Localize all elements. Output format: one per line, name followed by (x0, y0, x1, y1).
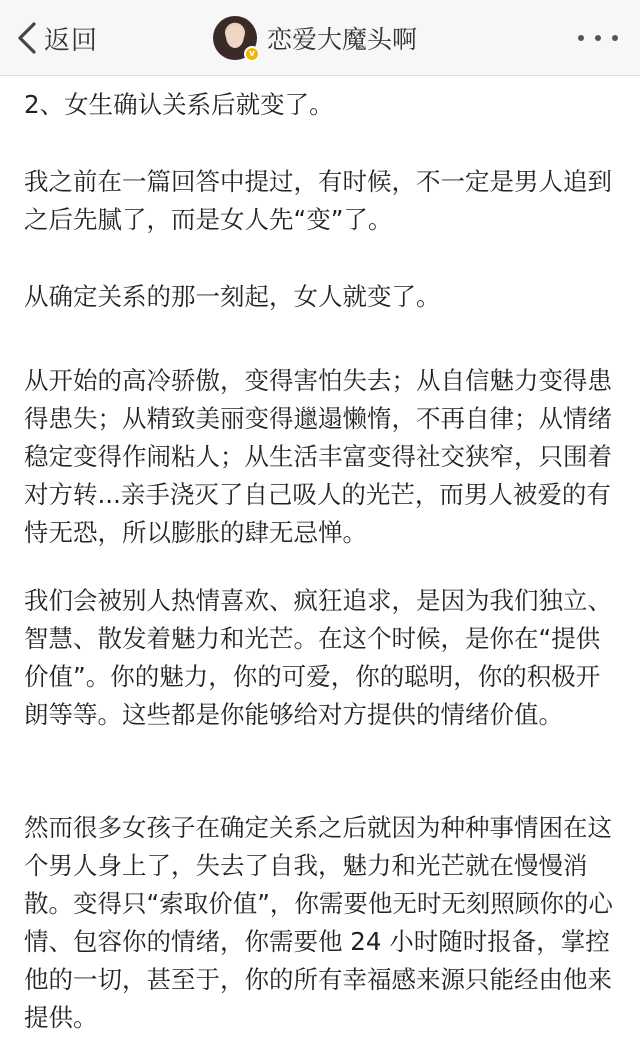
author-name[interactable]: 恋爱大魔头啊 (267, 25, 418, 54)
chevron-left-icon (16, 21, 38, 55)
more-dot-icon (578, 35, 584, 41)
article-paragraph: 2、女生确认关系后就变了。 (24, 90, 334, 119)
article-paragraph: 我之前在一篇回答中提过，有时候，不一定是男人追到之后先腻了，而是女人先“变”了。 (24, 167, 612, 234)
top-navigation-bar (0, 0, 640, 76)
avatar[interactable] (213, 16, 257, 60)
article-paragraph: 从确定关系的那一刻起，女人就变了。 (24, 282, 441, 311)
author-header[interactable] (213, 16, 417, 60)
avatar-face (226, 24, 244, 48)
back-button[interactable] (16, 18, 98, 58)
more-dot-icon (612, 35, 618, 41)
article-paragraph: 我们会被别人热情喜欢、疯狂追求，是因为我们独立、智慧、散发着魅力和光芒。在这个时候，是你在“提供价值”。你的魅力，你的可爱，你的聪明，你的积极开朗等等。这些都是你能够给对方提供的情绪价值。 (24, 586, 612, 729)
more-options-button[interactable] (578, 30, 618, 46)
article-paragraph: 然而很多女孩子在确定关系之后就因为种种事情困在这个男人身上了，失去了自我，魅力和光芒就在慢慢消散。变得只“索取价值”，你需要他无时无刻照顾你的心情、包容你的情绪，你需要他 24 小时随时报备，掌控他的一切，甚至于，你的所有幸福感来源只能经由他来提供。 (24, 813, 613, 1032)
back-label: 返回 (44, 25, 99, 56)
article-paragraph: 从开始的高冷骄傲，变得害怕失去；从自信魅力变得患得患失；从精致美丽变得邋遢懒惰，不再自律；从情绪稳定变得作闹粘人；从生活丰富变得社交狭窄，只围着对方转...亲手浇灭了自己吸人的光芒，而男人被爱的有恃无恐，所以膨胀的肆无忌惮。 (24, 366, 612, 547)
more-dot-icon (595, 35, 601, 41)
verified-badge-icon: v (244, 46, 260, 62)
